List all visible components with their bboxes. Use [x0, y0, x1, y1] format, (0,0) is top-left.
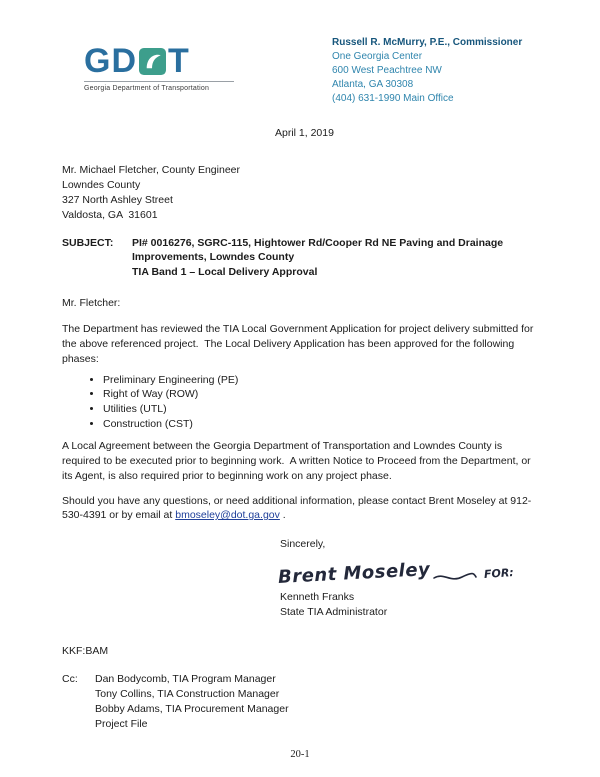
recipient-line: Mr. Michael Fletcher, County Engineer	[62, 163, 240, 176]
signature-script: Brent Moseley	[277, 559, 431, 588]
body-paragraph-3	[62, 494, 538, 523]
gdot-logo	[84, 44, 234, 94]
subject-text	[132, 236, 538, 280]
subject-line-project: PI# 0016276, SGRC-115, Hightower Rd/Cooper Rd NE Paving and Drainage Improvements, Lowndes County	[132, 236, 504, 264]
letterhead-address-line: Atlanta, GA 30308	[332, 79, 414, 90]
signature-flourish-icon	[432, 570, 478, 584]
letterhead-address-line: One Georgia Center	[332, 51, 423, 62]
recipient-address	[62, 163, 538, 223]
gdot-logo-mark-icon	[139, 48, 166, 75]
logo-letter-d: D	[111, 42, 138, 80]
contact-text-post: .	[279, 509, 286, 522]
phase-list	[62, 373, 538, 432]
cc-block	[62, 672, 538, 732]
letterhead-contact	[332, 36, 542, 106]
letterhead-address-line: 600 West Peachtree NW	[332, 65, 442, 76]
logo-caption: Georgia Department of Transportation	[84, 81, 234, 94]
cc-list	[95, 672, 289, 732]
recipient-line: Lowndes County	[62, 178, 141, 191]
cc-line: Dan Bodycomb, TIA Program Manager	[95, 673, 276, 686]
subject-block	[62, 236, 538, 280]
cc-line: Tony Collins, TIA Construction Manager	[95, 688, 280, 701]
signer-title: State TIA Administrator	[280, 605, 388, 618]
gdot-logo-letters	[84, 44, 234, 78]
letterhead	[62, 36, 538, 112]
subject-label: SUBJECT:	[62, 236, 114, 249]
closing-sincerely: Sincerely,	[280, 537, 326, 550]
body-paragraph-1: The Department has reviewed the TIA Local Government Application for project delivery submitted for the above referenced project. The Local Delivery Application has been approved for the following phases:	[62, 323, 537, 365]
cc-label: Cc:	[62, 673, 78, 686]
letter-date: April 1, 2019	[275, 127, 334, 139]
salutation: Mr. Fletcher:	[62, 296, 121, 309]
signature-for-note: FOR:	[483, 565, 515, 581]
subject-line-band: TIA Band 1 – Local Delivery Approval	[132, 266, 318, 279]
cc-line: Bobby Adams, TIA Procurement Manager	[95, 703, 289, 716]
phase-item: • Construction (CST)	[103, 417, 538, 432]
phase-item: • Right of Way (ROW)	[103, 387, 538, 402]
phase-item: • Preliminary Engineering (PE)	[103, 373, 538, 388]
signature	[278, 558, 538, 590]
logo-letter-g: G	[84, 42, 112, 80]
contact-text-pre: Should you have any questions, or need additional information, please contact Brent Moseley at 912-530-4391 or by email at	[62, 494, 532, 522]
email-link[interactable]: bmoseley@dot.ga.gov	[175, 509, 280, 522]
page-number: 20-1	[290, 749, 310, 761]
recipient-line: Valdosta, GA 31601	[62, 208, 158, 221]
recipient-line: 327 North Ashley Street	[62, 193, 173, 206]
cc-line: Project File	[95, 718, 148, 731]
logo-letter-t: T	[168, 42, 190, 80]
commissioner-line: Russell R. McMurry, P.E., Commissioner	[332, 37, 523, 48]
reference-initials: KKF:BAM	[62, 644, 109, 657]
phase-item: • Utilities (UTL)	[103, 402, 538, 417]
letterhead-address-line: (404) 631-1990 Main Office	[332, 93, 454, 104]
body-paragraph-2: A Local Agreement between the Georgia Department of Transportation and Lowndes County is required to be executed prior to beginning work. A written Notice to Proceed from the Department, or its Agent, is also required prior to beginning work on any project phase.	[62, 440, 534, 482]
signer-name: Kenneth Franks	[280, 590, 355, 603]
